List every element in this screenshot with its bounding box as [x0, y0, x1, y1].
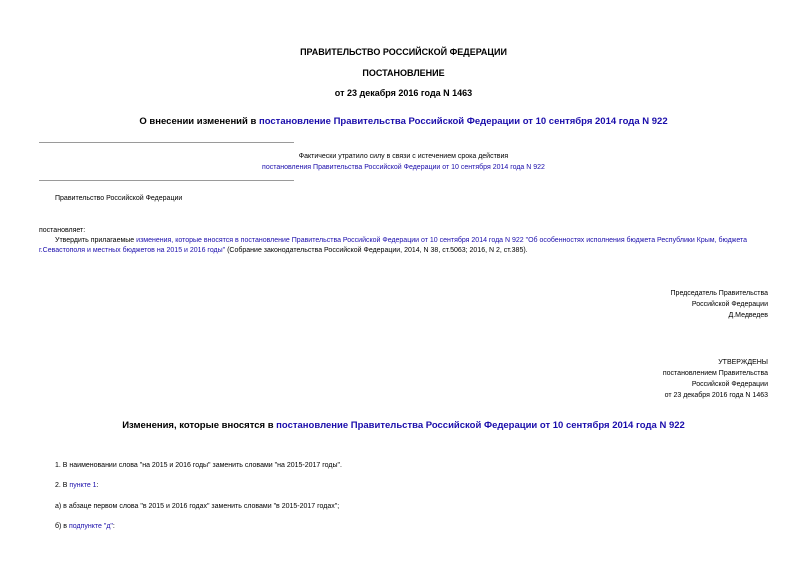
- changes-link-part-2[interactable]: г.Севастополя и местных бюджетов на 2015 и 2016 годы": [39, 247, 226, 254]
- change-item-1: 1. В наименовании слова "на 2015 и 2016 годы" заменить словами "на 2015-2017 годы".: [55, 462, 342, 469]
- document-title: [0, 116, 807, 127]
- notice-line-2: [0, 163, 807, 173]
- changes-title: [0, 420, 807, 431]
- item2-prefix: 2. В: [55, 482, 70, 489]
- subpoint-d-link[interactable]: подпункте "д": [68, 523, 113, 530]
- approved-line-4: от 23 декабря 2016 года N 1463: [664, 392, 768, 399]
- item-b-prefix: б) в: [55, 523, 69, 530]
- point-1-link[interactable]: пункте 1: [69, 482, 97, 489]
- title-prefix: О внесении изменений в: [139, 116, 259, 127]
- title-decree-link[interactable]: постановление Правительства Российской Федерации от 10 сентября 2014 года N 922: [258, 116, 668, 127]
- changes-title-decree-link[interactable]: постановление Правительства Российской Федерации от 10 сентября 2014 года N 922: [276, 420, 685, 431]
- p1-prefix: Утвердить прилагаемые: [55, 237, 137, 244]
- government-text: Правительство Российской Федерации: [55, 195, 183, 202]
- approved-line-1: УТВЕРЖДЕНЫ: [718, 359, 768, 366]
- divider-bottom: [39, 180, 294, 181]
- change-item-2: [55, 481, 99, 491]
- item2-suffix: :: [96, 482, 99, 489]
- approved-line-2: постановлением Правительства: [662, 370, 768, 377]
- changes-link-part-1[interactable]: изменения, которые вносятся в постановление Правительства Российской Федерации от 10 сентября 2014 года N 922 "Об особенностях исполнения бюджета Республики Крым, бюджета: [136, 237, 748, 244]
- notice-decree-link[interactable]: постановления Правительства Российской Федерации от 10 сентября 2014 года N 922: [262, 164, 545, 171]
- approved-line-3: Российской Федерации: [691, 381, 768, 388]
- notice-line-1: Фактически утратило силу в связи с истечением срока действия: [298, 153, 509, 160]
- signature-line-3: Д.Медведев: [728, 312, 768, 319]
- doc-type-heading: ПОСТАНОВЛЕНИЕ: [362, 68, 445, 78]
- date-number-heading: от 23 декабря 2016 года N 1463: [334, 88, 473, 98]
- change-item-a: а) в абзаце первом слова "в 2015 и 2016 годах" заменить словами "в 2015-2017 годах";: [55, 503, 340, 510]
- p1-suffix: (Собрание законодательства Российской Федерации, 2014, N 38, ст.5063; 2016, N 2, ст.385).: [225, 247, 528, 254]
- signature-line-1: Председатель Правительства: [670, 290, 768, 297]
- divider-top: [39, 142, 294, 143]
- paragraph-1-line-2: [39, 246, 528, 256]
- org-heading: ПРАВИТЕЛЬСТВО РОССИЙСКОЙ ФЕДЕРАЦИИ: [300, 47, 507, 57]
- signature-block: [671, 288, 768, 321]
- paragraph-1-line-1: [55, 236, 747, 246]
- changes-title-prefix: Изменения, которые вносятся в: [122, 420, 277, 431]
- change-item-b: [55, 522, 115, 532]
- decrees-text: постановляет:: [39, 227, 86, 234]
- signature-line-2: Российской Федерации: [691, 301, 768, 308]
- approved-block: [663, 357, 768, 401]
- item-b-suffix: :: [112, 523, 115, 530]
